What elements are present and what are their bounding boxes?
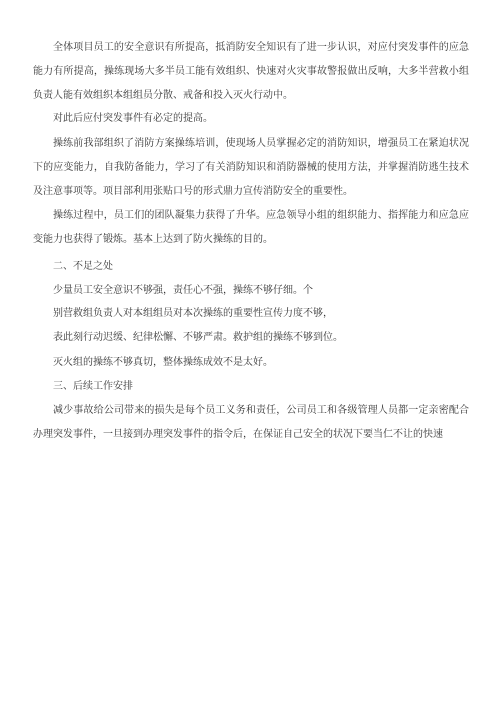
section-heading-followup: 三、后续工作安排 [53,381,133,392]
paragraph-future-improvement: 对此后应付突发事件有必定的提高。 [53,113,213,124]
paragraph-shortcoming-4: 灭火组的操练不够真切，整体操练成效不是太好。 [53,357,273,368]
paragraph-followup: 减少事故给公司带来的损失是每个员工义务和责任，公司员工和各级管理人员都一定亲密配合办理突发事件，一旦接到办理突发事件的指令后，在保证自己安全的状况下要当仁不让的快速 [33,405,469,441]
paragraph-safety-awareness: 全体项目员工的安全意识有所提高，抵消防安全知识有了进一步认识，对应付突发事件的应急能力有所提高，操练现场大多半员工能有效组织、快速对火灾事故警报做出反响，大多半营救小组负责人能有效组织本组组员分散、戒备和投入灭火行动中。 [33,42,469,102]
paragraph-shortcoming-2: 别营救组负责人对本组组员对本次操练的重要性宣传力度不够， [53,308,333,319]
paragraph-shortcoming-3: 表此刻行动迟缓、纪律松懈、不够严肃。救护组的操练不够到位。 [53,332,343,343]
paragraph-training: 操练前我部组织了消防方案操练培训，使现场人员掌握必定的消防知识，增强员工在紧迫状况下的应变能力，自我防备能力，学习了有关消防知识和消防器械的使用方法，并掌握消防逃生技术及注意事项等。项目部利用张贴口号的形式鼎力宣传消防安全的重要性。 [33,138,469,198]
section-heading-shortcomings: 二、不足之处 [53,261,113,272]
paragraph-shortcoming-1: 少量员工安全意识不够强，责任心不强，操练不够仔细。个 [53,285,313,296]
paragraph-team-cohesion: 操练过程中，员工们的团队凝集力获得了升华。应急领导小组的组织能力、指挥能力和应急应变能力也获得了锻炼。基本上达到了防火操练的目的。 [33,210,469,246]
